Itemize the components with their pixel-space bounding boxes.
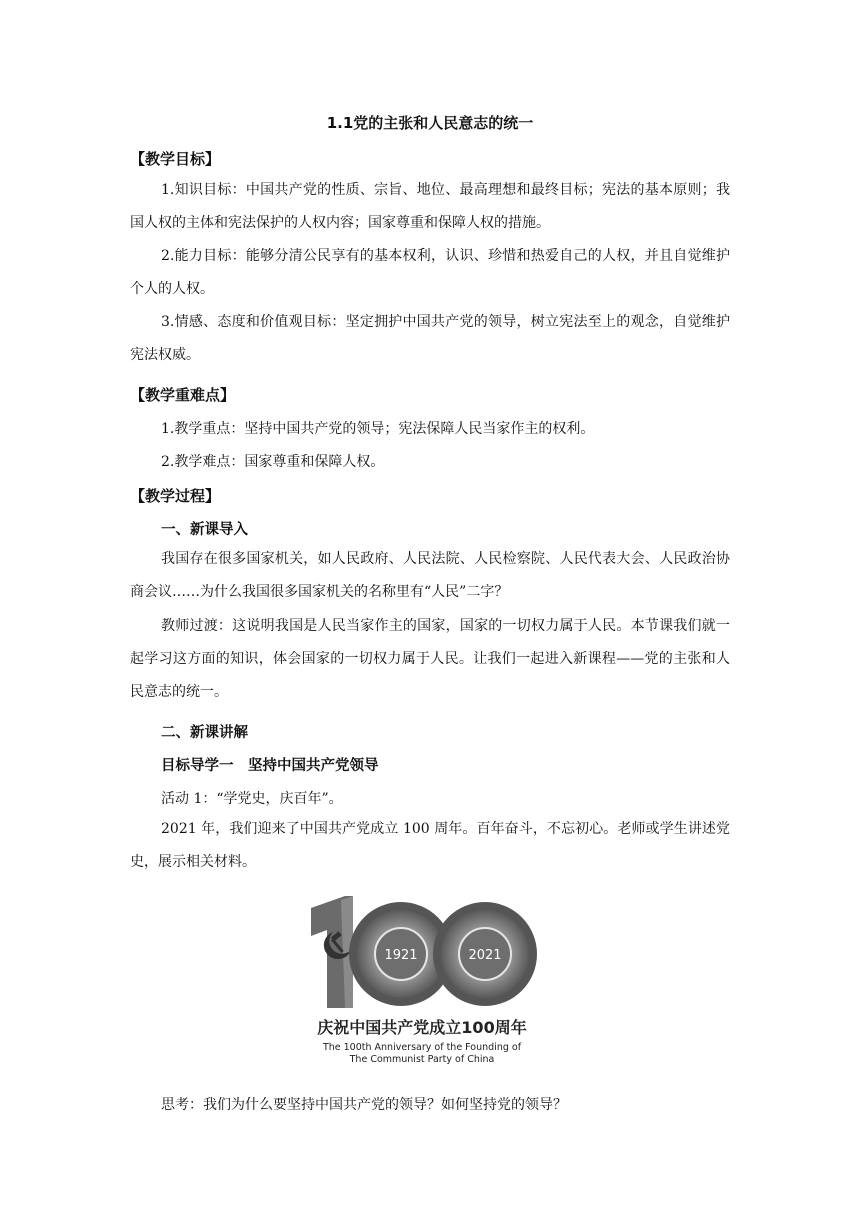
goal-paragraph-knowledge: 1.知识目标：中国共产党的性质、宗旨、地位、最高理想和最终目标；宪法的基本原则；我国人权的主体和宪法保护的人权内容；国家尊重和保障人权的措施。: [130, 182, 730, 231]
year-right-label: 2021: [468, 948, 502, 963]
key-point-difficulty: 2.教学难点：国家尊重和保障人权。: [161, 454, 385, 470]
logo-caption-english-line2: The Communist Party of China: [349, 1054, 495, 1065]
document-title: 1.1党的主张和人民意志的统一: [326, 114, 534, 132]
intro-paragraph: 我国存在很多国家机关，如人民政府、人民法院、人民检察院、人民代表大会、人民政治协商会议……为什么我国很多国家机关的名称里有“人民”二字？: [130, 551, 730, 600]
centenary-logo-image: [297, 888, 547, 1076]
year-left-label: 1921: [384, 948, 418, 963]
section-heading-process: 【教学过程】: [130, 487, 221, 505]
goal1-heading: 目标导学一 坚持中国共产党领导: [161, 758, 379, 774]
key-point-focus: 1.教学重点：坚持中国共产党的领导；宪法保障人民当家作主的权利。: [161, 421, 595, 437]
anniversary-paragraph: 2021 年，我们迎来了中国共产党成立 100 周年。百年奋斗，不忘初心。老师或学生讲述党史，展示相关材料。: [130, 821, 730, 870]
section-heading-goals: 【教学目标】: [130, 150, 221, 168]
logo-caption-chinese: 庆祝中国共产党成立100周年: [317, 1018, 527, 1037]
part1-heading: 一、新课导入: [161, 522, 248, 538]
logo-caption-english-line1: The 100th Anniversary of the Founding of: [322, 1042, 522, 1053]
teacher-transition-paragraph: 教师过渡：这说明我国是人民当家作主的国家，国家的一切权力属于人民。本节课我们就一起学习这方面的知识，体会国家的一切权力属于人民。让我们一起进入新课程——党的主张和人民意志的统一。: [130, 618, 730, 700]
question-line: 思考：我们为什么要坚持中国共产党的领导？如何坚持党的领导？: [161, 1097, 567, 1113]
part2-heading: 二、新课讲解: [161, 725, 248, 741]
activity1-line: 活动 1：“学党史，庆百年”。: [161, 791, 343, 807]
goal-paragraph-values: 3.情感、态度和价值观目标：坚定拥护中国共产党的领导，树立宪法至上的观念，自觉维护宪法权威。: [130, 314, 730, 363]
goal-paragraph-ability: 2.能力目标：能够分清公民享有的基本权利，认识、珍惜和热爱自己的人权，并且自觉维护个人的人权。: [130, 248, 730, 297]
section-heading-key-points: 【教学重难点】: [130, 386, 236, 404]
